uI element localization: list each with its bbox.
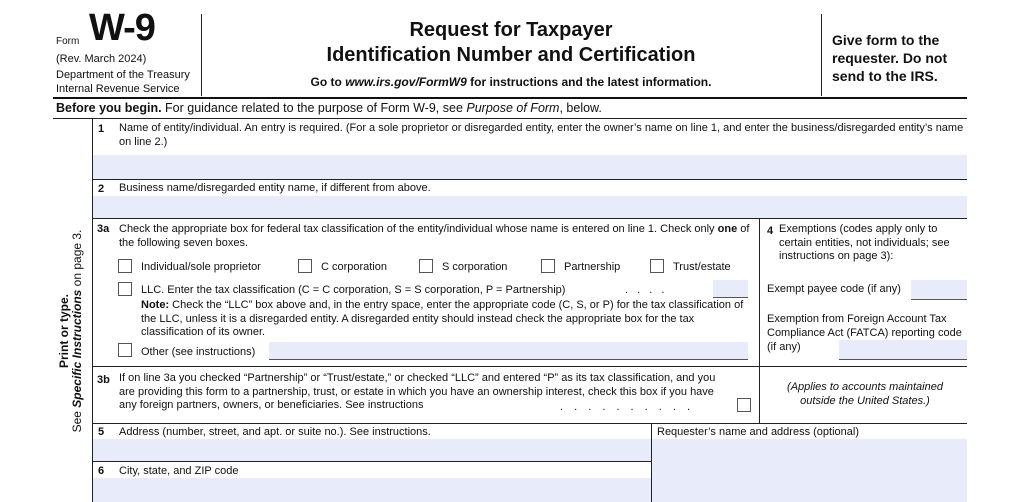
llc-label: LLC. Enter the tax classification (C = C corporation, S = S corporation, P = Partnership) <box>141 284 566 296</box>
c-corporation-label: C corporation <box>321 261 388 273</box>
trust-estate-label: Trust/estate <box>673 261 731 273</box>
line1-label: Name of entity/individual. An entry is required. (For a sole proprietor or disregarded entity, enter the owner’s name on line 1, and enter the business/disregarded entity’s name on line 2.) <box>119 122 964 148</box>
other-input[interactable] <box>269 342 748 360</box>
instructions-link-line: Go to www.irs.gov/FormW9 for instructions and the latest information. <box>310 75 712 89</box>
requester-label: Requester’s name and address (optional) <box>657 426 859 438</box>
exempt-payee-input[interactable] <box>911 280 967 300</box>
individual-label: Individual/sole proprietor <box>141 261 261 273</box>
line3b-leader-dots: . . . . . . . . . . <box>560 401 695 413</box>
line3b-number: 3b <box>97 374 110 386</box>
s-corporation-label: S corporation <box>442 261 508 273</box>
line1-name-input[interactable] <box>93 155 967 179</box>
s-corporation-checkbox[interactable] <box>419 259 433 273</box>
before-you-begin: Before you begin. For guidance related to the purpose of Form W-9, see Purpose of Form, below. <box>56 101 602 115</box>
line2-number: 2 <box>98 183 105 195</box>
llc-note: Note: Check the “LLC” box above and, in the entry space, enter the appropriate code (C, S, or P) for the tax classification of the LLC, unless it is a disregarded entity. A disregarded entity should instead check the appropriate box for the tax classification of its owner. <box>141 299 744 338</box>
print-or-type-side-label: Print or type. See Specific Instructions on page 3. <box>57 229 84 433</box>
line3a-number: 3a <box>97 223 110 235</box>
line4-number: 4 <box>767 225 774 237</box>
form-word: Form <box>56 36 80 47</box>
c-corporation-checkbox[interactable] <box>298 259 312 273</box>
city-state-zip-input[interactable] <box>93 478 651 502</box>
fatca-applies-note: (Applies to accounts maintained outside the United States.) <box>787 381 943 407</box>
foreign-partners-checkbox[interactable] <box>737 398 751 412</box>
exempt-payee-label: Exempt payee code (if any) <box>767 283 901 295</box>
form-number: W-9 <box>89 7 155 49</box>
llc-checkbox[interactable] <box>118 282 132 296</box>
line3b-label: If on line 3a you checked “Partnership” or “Trust/estate,” or checked “LLC” and entered “P” as its tax classification, and you are providing this form to a partnership, trust, or estate in which you have an ownership interest, check this box if you have any foreign partners, owners, or beneficiaries. See instructions <box>119 372 716 411</box>
llc-classification-input[interactable] <box>713 280 748 298</box>
form-header <box>0 0 1024 96</box>
partnership-label: Partnership <box>564 261 621 273</box>
other-checkbox[interactable] <box>118 343 132 357</box>
line6-number: 6 <box>98 465 105 477</box>
irs-label: Internal Revenue Service <box>56 83 180 95</box>
partnership-checkbox[interactable] <box>541 259 555 273</box>
exemptions-label: Exemptions (codes apply only to certain entities, not individuals; see instructions on page 3): <box>779 223 950 262</box>
fatca-label: Exemption from Foreign Account Tax Compliance Act (FATCA) reporting code (if any) <box>767 313 962 353</box>
print-or-type: Print or type. <box>57 294 71 369</box>
line5-number: 5 <box>98 426 105 438</box>
line2-label: Business name/disregarded entity name, if different from above. <box>119 182 431 194</box>
line6-label: City, state, and ZIP code <box>119 465 239 477</box>
individual-checkbox[interactable] <box>118 259 132 273</box>
department-label: Department of the Treasury <box>56 69 190 81</box>
form-title-line2: Identification Number and Certification <box>326 44 696 66</box>
fatca-code-input[interactable] <box>839 340 967 360</box>
other-label: Other (see instructions) <box>141 346 256 358</box>
llc-leader-dots: . . . . <box>625 284 668 296</box>
form-title-line1: Request for Taxpayer <box>409 19 613 41</box>
line5-label: Address (number, street, and apt. or suite no.). See instructions. <box>119 426 431 438</box>
line1-number: 1 <box>98 123 105 135</box>
line2-business-name-input[interactable] <box>93 196 967 218</box>
irs-url-link[interactable]: www.irs.gov/FormW9 <box>345 75 467 89</box>
line3a-label: Check the appropriate box for federal tax classification of the entity/individual whose name is entered on line 1. Check only one of the following seven boxes. <box>119 223 750 249</box>
requester-input[interactable] <box>652 439 967 502</box>
trust-estate-checkbox[interactable] <box>650 259 664 273</box>
form-revision: (Rev. March 2024) <box>56 53 147 65</box>
address-input[interactable] <box>93 439 651 461</box>
give-form-notice: Give form to the requester. Do not send to the IRS. <box>832 32 948 84</box>
